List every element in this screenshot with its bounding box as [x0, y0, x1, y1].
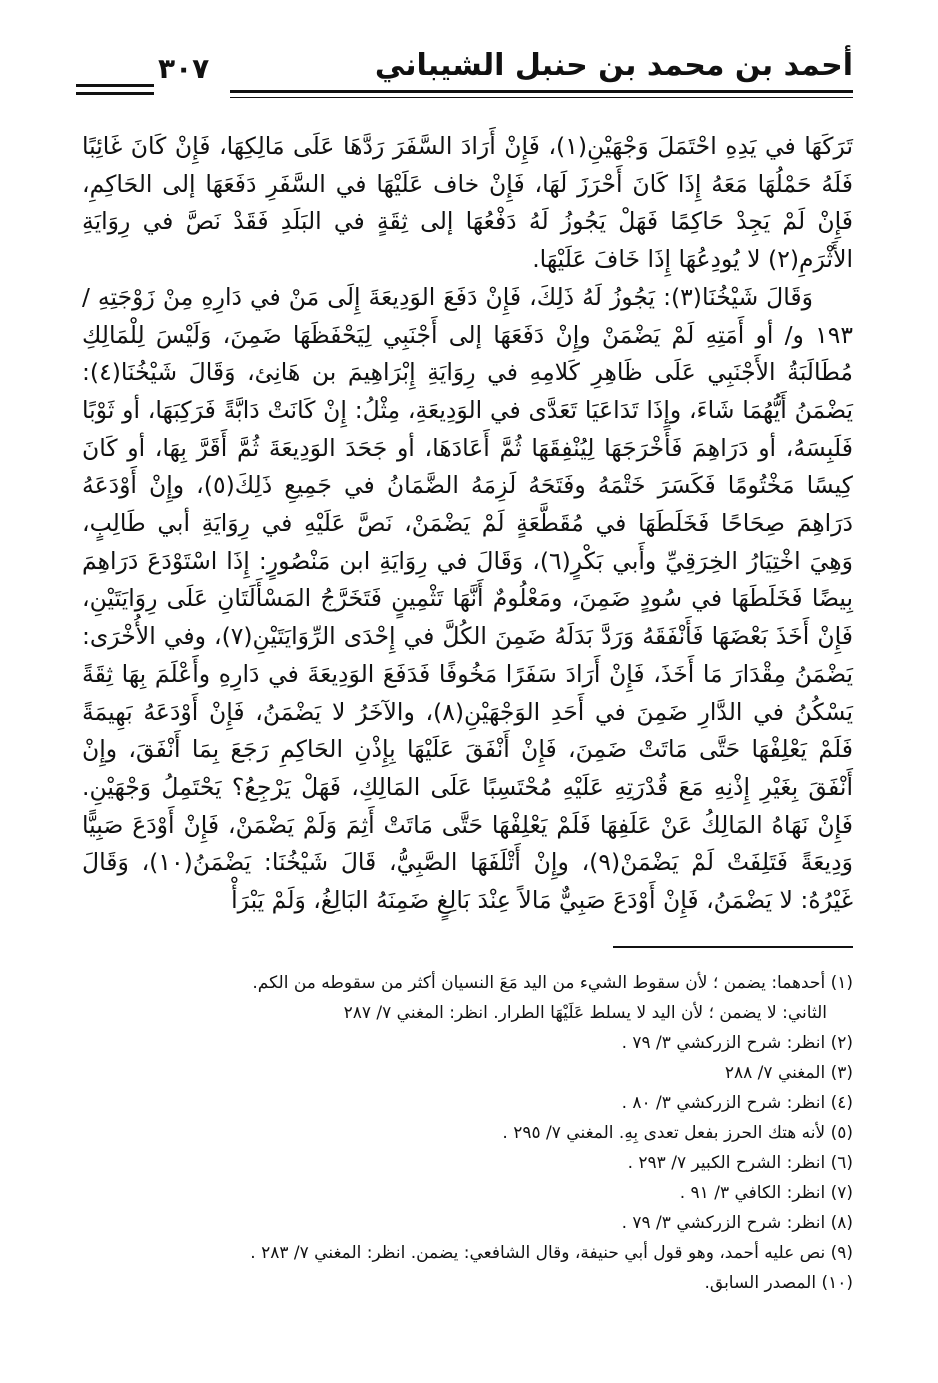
- page-number-rule-bottom: [76, 92, 154, 95]
- page-number: ٣٠٧: [158, 52, 210, 85]
- footnote-4: (٤) انظر: شرح الزركشي ٣/ ٨٠ .: [621, 1093, 853, 1113]
- footnote-2: (٢) انظر: شرح الزركشي ٣/ ٧٩ .: [621, 1033, 853, 1053]
- header-rule: [230, 90, 853, 93]
- footnote-10: (١٠) المصدر السابق.: [704, 1273, 853, 1293]
- main-text: [82, 128, 853, 920]
- footnote-8: (٨) انظر: شرح الزركشي ٣/ ٧٩ .: [621, 1213, 853, 1233]
- footnote-3: (٣) المغني ٧/ ٢٨٨: [724, 1063, 853, 1083]
- footnote-1: (١) أحدهما: يضمن ؛ لأن سقوط الشيء من اليد مَعَ النسيان أكثر من سقوطه من الكم.: [252, 973, 853, 993]
- footnote-separator: [613, 946, 853, 948]
- footnote-6: (٦) انظر: الشرح الكبير ٧/ ٢٩٣ .: [627, 1153, 853, 1173]
- header-rule-thin: [230, 97, 853, 98]
- footnote-9: (٩) نص عليه أحمد، وهو قول أبي حنيفة، وقال الشافعي: يضمن. انظر: المغني ٧/ ٢٨٣ .: [250, 1243, 853, 1263]
- paragraph: تَرَكَهَا في يَدِهِ احْتَمَلَ وَجْهَيْنِ(١)، فَإِنْ أَرَادَ السَّفَرَ رَدَّهَا عَلَى مَالِكِهَا، فَإِنْ كَانَ غَائِبًا فَلَهُ حَمْلُهَا مَعَهُ إِذَا كَانَ أَحْرَزَ لَهَا، فَإِنْ خاف عَلَيْهَا في السَّفَرِ دَفَعَهَا إلى الحَاكِمِ، فَإِنْ لَمْ يَجِدْ حَاكِمًا فَهَلْ يَجُوزُ لَهُ دَفْعُهَا إلى ثِقَةٍ في البَلَدِ فَقَدْ نَصَّ في رِوَايَةِ الأَثْرَمِ(٢) لا يُودِعُهَا إِذَا خَافَ عَلَيْهَا.: [82, 132, 853, 274]
- footnote-5: (٥) لأنه هتك الحرز بفعل تعدى بِهِ. المغني ٧/ ٢٩٥ .: [502, 1123, 853, 1143]
- footnote-1-continued: الثاني: لا يضمن ؛ لأن اليد لا يسلط عَلَيْهَا الطرار. انظر: المغني ٧/ ٢٨٧: [343, 1003, 827, 1023]
- footnotes: [82, 968, 853, 1298]
- page-header: [70, 48, 853, 106]
- paragraph: وَقَالَ شَيْخُنَا(٣): يَجُوزُ لَهُ ذَلِكَ، فَإِنْ دَفَعَ الوَدِيعَةَ إِلَى مَنْ في دَارِهِ مِنْ زَوْجَتِهِ / ١٩٣ و/ أو أَمَتِهِ لَمْ يَضْمَنْ وإِنْ دَفَعَهَا إلى أَجْنَبِي لِيَحْفَظَهَا ضَمِنَ، وَلَيْسَ لِلْمَالِكِ مُطَالَبَةُ الأَجْنَبِي عَلَى ظَاهِرِ كَلامِهِ في رِوَايَةِ إِبْرَاهِيمَ بن هَانِئ، وَقَالَ شَيْخُنَا(٤): يَضْمَنُ أَيُّهُمَا شَاءَ، وإِذَا تَدَاعَيَا تَعَدَّى في الوَدِيعَةِ، مِثْلُ: إِنْ كَانَتْ دَابَّةً فَرَكِبَهَا، أو ثَوْبًا فَلَبِسَهُ، أو دَرَاهِمَ فَأَخْرَجَهَا لِيُنْفِقَهَا ثُمَّ أَعَادَهَا، أو جَحَدَ الوَدِيعَةَ ثُمَّ أَقَرَّ بِهَا، أو كَانَ كِيسًا مَخْتُومًا فَكَسَرَ خَتْمَهُ وفَتَحَهُ لَزِمَهُ الضَّمَانُ في جَمِيعِ ذَلِكَ(٥)، وإِنْ أَوْدَعَهُ دَرَاهِمَ صِحَاحًا فَخَلَطَهَا في مُقَطَّعَةٍ لَمْ يَضْمَنْ، نَصَّ عَلَيْهِ في رِوَايَةِ أبي طَالِبٍ، وَهِيَ اخْتِيَارُ الخِرَقِيِّ وأَبي بَكْرٍ(٦)، وَقَالَ في رِوَايَةِ ابن مَنْصُورٍ: إِذَا اسْتَوْدَعَ دَرَاهِمَ بِيضًا فَخَلَطَهَا في سُودٍ ضَمِنَ، ومَعْلُومٌ أَنَّهَا تَثْمِينٍ فَتَخَرَّجُ المَسْأَلَتَانِ عَلَى رِوَايَتَيْنِ، فَإِنْ أَخَذَ بَعْضَهَا فَأَنْفَقَهُ وَرَدَّ بَدَلَهُ ضَمِنَ الكُلَّ في إِحْدَى الرِّوَايَتَيْنِ(٧)، وفي الأُخْرَى: يَضْمَنُ مِقْدَارَ مَا أَخَذَ، فَإِنْ أَرَادَ سَفَرًا مَخُوفًا فَدَفَعَ الوَدِيعَةَ في دَارِهِ وأَعْلَمَ بِهَا ثِقَةً يَسْكُنُ في الدَّارِ ضَمِنَ في أَحَدِ الوَجْهَيْنِ(٨)، والآخَرُ لا يَضْمَنُ، فَإِنْ أَوْدَعَهُ بَهِيمَةً فَلَمْ يَعْلِفْهَا حَتَّى مَاتَتْ ضَمِنَ، فَإِنْ أَنْفَقَ عَلَيْهَا بِإِذْنِ الحَاكِمِ رَجَعَ بِمَا أَنْفَقَ، وإِنْ أَنْفَقَ بِغَيْرِ إِذْنِهِ مَعَ قُدْرَتِهِ عَلَيْهِ مُحْتَسِبًا عَلَى المَالِكِ، فَهَلْ يَرْجِعُ؟ يَحْتَمِلُ وَجْهَيْنِ. فَإِنْ نَهَاهُ المَالِكُ عَنْ عَلَفِهَا فَلَمْ يَعْلِفْهَا حَتَّى مَاتَتْ أَثِمَ وَلَمْ يَضْمَنْ، فَإِنْ أَوْدَعَ صَبِيًّا وَدِيعَةً فَتَلِفَتْ لَمْ يَضْمَنْ(٩)، وإِنْ أَتْلَفَهَا الصَّبِيُّ، قَالَ شَيْخُنَا: يَضْمَنُ(١٠)، وَقَالَ غَيْرُهُ: لا يَضْمَنُ، فَإِنْ أَوْدَعَ صَبِيٌّ مَالاً عِنْدَ بَالِغٍ ضَمِنَهُ البَالِغُ، وَلَمْ يَبْرَأْ: [82, 282, 853, 915]
- running-title: أحمد بن محمد بن حنبل الشيباني: [374, 48, 853, 83]
- page-number-rule-top: [76, 84, 154, 87]
- footnote-7: (٧) انظر: الكافي ٣/ ٩١ .: [679, 1183, 853, 1203]
